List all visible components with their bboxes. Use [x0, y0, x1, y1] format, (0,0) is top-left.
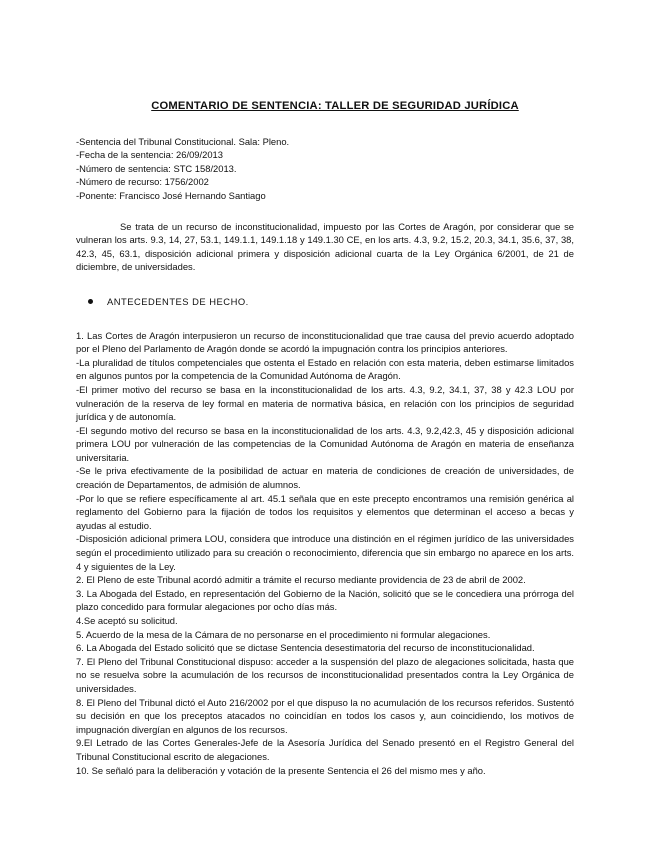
paragraph: 1. Las Cortes de Aragón interpusieron un recurso de inconstitucionalidad que trae causa del previo acuerdo adoptado por el Pleno del Parlamento de Aragón donde se acordó la impugnación contra los principios anteriores. [76, 329, 574, 355]
paragraph: 3. La Abogada del Estado, en representación del Gobierno de la Nación, solicitó que se le concediera una prórroga del plazo concedido para formular alegaciones por ocho días más. [76, 587, 574, 613]
paragraph: 2. El Pleno de este Tribunal acordó admitir a trámite el recurso mediante providencia de 23 de abril de 2002. [76, 574, 526, 586]
paragraph: -El segundo motivo del recurso se basa en la inconstitucionalidad de los arts. 4.3, 9.2,42.3, 45 y disposición adicional primera LOU por vulneración de las competencias de la Comunidad Autónoma de Aragón en materia de enseñanza universitaria. [76, 424, 574, 463]
paragraph: -Por lo que se refiere específicamente al art. 45.1 señala que en este precepto encontramos una remisión genérica al reglamento del Gobierno para la fijación de todos los requisitos y elementos que determinan el acceso a becas y ayudas al estudio. [76, 492, 574, 531]
section-heading-label: ANTECEDENTES DE HECHO. [107, 295, 249, 307]
document-page [76, 100, 574, 777]
paragraph: 5. Acuerdo de la mesa de la Cámara de no personarse en el procedimiento ni formular alegaciones. [76, 628, 491, 640]
document-title: COMENTARIO DE SENTENCIA: TALLER DE SEGURIDAD JURÍDICA [151, 100, 519, 112]
meta-appeal: -Número de recurso: 1756/2002 [76, 176, 209, 188]
intro-paragraph: Se trata de un recurso de inconstitucionalidad, impuesto por las Cortes de Aragón, por considerar que se vulneran los arts. 9.3, 14, 27, 53.1, 149.1.1, 149.1.18 y 149.1.30 CE, en los arts. 4.3, 9.2, 15.2, 20.3, 34.1, 35.6, 37, 38, 42.3, 45, 63.1, disposición adicional primera y disposición adicional cuarta de la Ley Orgánica 6/2001, de 21 de diciembre, de universidades. [76, 220, 574, 273]
paragraph: 7. El Pleno del Tribunal Constitucional dispuso: acceder a la suspensión del plazo de alegaciones solicitada, hasta que no se resuelva sobre la acumulación de los recursos de inconstitucionalidad presentados contra la Ley Orgánica de universidades. [76, 655, 574, 694]
bullet-icon [88, 299, 93, 304]
section-heading [76, 295, 574, 309]
meta-court: -Sentencia del Tribunal Constitucional. Sala: Pleno. [76, 135, 290, 147]
paragraph: -La pluralidad de títulos competenciales que ostenta el Estado en relación con esta materia, deben estimarse limitados en algunos puntos por la competencia de la Comunidad Autónoma de Aragón. [76, 356, 574, 382]
meta-number: -Número de sentencia: STC 158/2013. [76, 162, 237, 174]
metadata-block [76, 135, 574, 203]
paragraph: 4.Se aceptó su solicitud. [76, 615, 178, 626]
meta-date: -Fecha de la sentencia: 26/09/2013 [76, 149, 223, 161]
antecedentes-body [76, 329, 574, 778]
paragraph: -Disposición adicional primera LOU, considera que introduce una distinción en el régimen jurídico de las universidades según el procedimiento utilizado para su creación o reconocimiento, diferencia que sin embargo no aparece en los arts. 4 y siguientes de la Ley. [76, 533, 574, 572]
paragraph: -Se le priva efectivamente de la posibilidad de actuar en materia de condiciones de creación de universidades, de creación de Departamentos, de admisión de alumnos. [76, 465, 574, 491]
paragraph: 9.El Letrado de las Cortes Generales-Jefe de la Asesoría Jurídica del Senado presentó en el Registro General del Tribunal Constitucional escrito de alegaciones. [76, 737, 574, 762]
paragraph: -El primer motivo del recurso se basa en la inconstitucionalidad de los arts. 4.3, 9.2, 34.1, 37, 38 y 42.3 LOU por vulneración de la reserva de ley formal en materia de normativa básica, en relación con los principios de seguridad jurídica y de autonomía. [76, 383, 574, 423]
paragraph: 6. La Abogada del Estado solicitó que se dictase Sentencia desestimatoria del recurso de inconstitucionalidad. [76, 642, 535, 654]
meta-rapporteur: -Ponente: Francisco José Hernando Santiago [76, 189, 266, 201]
paragraph: 8. El Pleno del Tribunal dictó el Auto 216/2002 por el que dispuso la no acumulación de los recursos referidos. Sustentó su decisión en que los preceptos atacados no coincidían en todos los casos y, aun coincidiendo, los motivos de impugnación divergían en algunos de los recursos. [76, 696, 574, 735]
paragraph: 10. Se señaló para la deliberación y votación de la presente Sentencia el 26 del mismo mes y año. [76, 764, 486, 776]
